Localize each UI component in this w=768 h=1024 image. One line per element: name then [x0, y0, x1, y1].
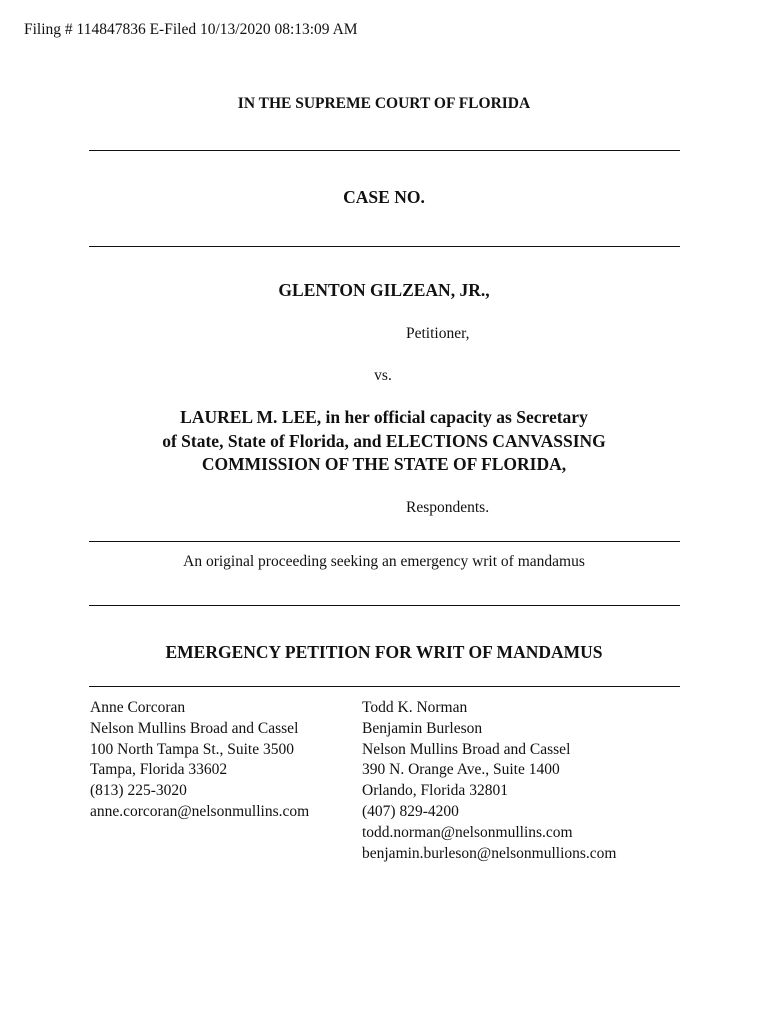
counsel-email: anne.corcoran@nelsonmullins.com [90, 802, 310, 820]
respondents-line: of State, State of Florida, and ELECTIONS CANVASSING [162, 430, 606, 451]
counsel-line: Benjamin Burleson [362, 719, 483, 737]
counsel-line: Todd K. Norman [362, 699, 468, 716]
counsel-line: 100 North Tampa St., Suite 3500 [90, 740, 294, 758]
case-number: CASE NO. [343, 187, 425, 207]
counsel-line: (407) 829-4200 [362, 802, 459, 820]
court-name: IN THE SUPREME COURT OF FLORIDA [237, 95, 531, 112]
counsel-block-right [362, 698, 617, 864]
divider-rule [89, 686, 680, 687]
counsel-line: Nelson Mullins Broad and Cassel [90, 719, 299, 737]
divider-rule [89, 541, 680, 542]
respondents-names [0, 406, 768, 477]
divider-rule [89, 246, 680, 247]
counsel-line: (813) 225-3020 [90, 782, 187, 800]
counsel-block-left [90, 698, 309, 823]
proceeding-description: An original proceeding seeking an emergency writ of mandamus [183, 553, 585, 570]
counsel-email: todd.norman@nelsonmullins.com [362, 823, 573, 841]
respondents-line: LAUREL M. LEE, in her official capacity as Secretary [180, 407, 588, 427]
counsel-line: Orlando, Florida 32801 [362, 782, 508, 800]
counsel-email: benjamin.burleson@nelsonmullions.com [362, 844, 617, 862]
counsel-line: Tampa, Florida 33602 [90, 761, 228, 779]
filing-header: Filing # 114847836 E-Filed 10/13/2020 08:13:09 AM [24, 21, 358, 38]
petitioner-role: Petitioner, [406, 325, 470, 342]
document-title: EMERGENCY PETITION FOR WRIT OF MANDAMUS [165, 642, 603, 662]
counsel-line: 390 N. Orange Ave., Suite 1400 [362, 761, 560, 779]
respondents-role: Respondents. [406, 499, 490, 516]
respondents-line: COMMISSION OF THE STATE OF FLORIDA, [201, 454, 567, 474]
petitioner-name: GLENTON GILZEAN, JR., [278, 280, 490, 300]
versus-label: vs. [374, 367, 392, 384]
divider-rule [89, 150, 680, 151]
counsel-line: Anne Corcoran [90, 699, 186, 716]
counsel-line: Nelson Mullins Broad and Cassel [362, 740, 571, 758]
divider-rule [89, 605, 680, 606]
